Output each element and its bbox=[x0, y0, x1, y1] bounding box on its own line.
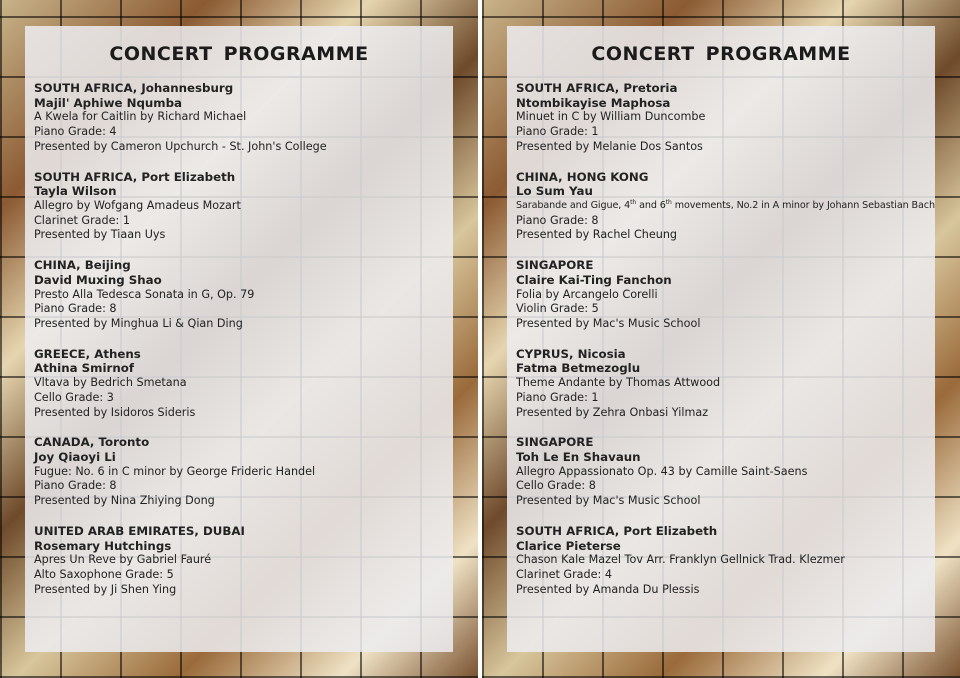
entry-grade: Piano Grade: 1 bbox=[516, 390, 599, 404]
entry-grade: Clarinet Grade: 1 bbox=[34, 213, 130, 227]
entry-performer: Tayla Wilson bbox=[34, 184, 117, 199]
entry-performer: Joy Qiaoyi Li bbox=[34, 450, 116, 465]
entry-piece: Presto Alla Tedesca Sonata in G, Op. 79 bbox=[34, 287, 255, 301]
programme-entry bbox=[516, 258, 927, 347]
programme-entry bbox=[516, 524, 927, 613]
entry-location: CYPRUS, Nicosia bbox=[516, 346, 626, 361]
entry-performer: Fatma Betmezoglu bbox=[516, 361, 641, 376]
entry-grade: Piano Grade: 8 bbox=[34, 302, 117, 316]
entry-grade: Piano Grade: 1 bbox=[516, 125, 599, 139]
entry-performer: Athina Smirnof bbox=[34, 361, 134, 376]
programme-entry bbox=[34, 81, 445, 170]
entry-presenter: Presented by Zehra Onbasi Yilmaz bbox=[516, 405, 709, 419]
entry-list bbox=[516, 81, 935, 613]
entry-performer: Majil' Aphiwe Nqumba bbox=[34, 95, 182, 110]
entry-location: SOUTH AFRICA, Pretoria bbox=[516, 81, 678, 95]
programme-page-left bbox=[0, 0, 478, 678]
entry-location: SINGAPORE bbox=[516, 435, 594, 450]
entry-piece: Minuet in C by William Duncombe bbox=[516, 110, 706, 124]
programme-entry bbox=[516, 81, 927, 170]
entry-location: SOUTH AFRICA, Port Elizabeth bbox=[34, 169, 236, 184]
entry-performer: Toh Le En Shavaun bbox=[516, 450, 641, 465]
programme-page-right bbox=[482, 0, 960, 678]
entry-grade: Alto Saxophone Grade: 5 bbox=[34, 568, 174, 582]
entry-piece: Allegro by Wofgang Amadeus Mozart bbox=[34, 199, 241, 212]
entry-performer: Claire Kai-Ting Fanchon bbox=[516, 272, 672, 287]
entry-presenter: Presented by Ji Shen Ying bbox=[34, 582, 177, 596]
entry-grade: Piano Grade: 4 bbox=[34, 125, 117, 139]
entry-location: SOUTH AFRICA, Port Elizabeth bbox=[516, 523, 718, 538]
entry-presenter: Presented by Cameron Upchurch - St. John's College bbox=[34, 139, 327, 153]
entry-piece: Folia by Arcangelo Corelli bbox=[516, 287, 658, 301]
entry-performer: Lo Sum Yau bbox=[516, 184, 593, 199]
ordinal-suffix: th bbox=[665, 198, 672, 206]
entry-presenter: Presented by Mac's Music School bbox=[516, 317, 701, 330]
entry-presenter: Presented by Nina Zhiying Dong bbox=[34, 494, 215, 508]
entry-location: SOUTH AFRICA, Johannesburg bbox=[34, 81, 234, 95]
entry-performer: Ntombikayise Maphosa bbox=[516, 95, 671, 110]
entry-grade: Cello Grade: 8 bbox=[516, 479, 596, 493]
ordinal-suffix: th bbox=[630, 198, 637, 206]
entry-location: GREECE, Athens bbox=[34, 346, 141, 361]
programme-title: CONCERT PROGRAMME bbox=[109, 43, 369, 65]
entry-location: CHINA, HONG KONG bbox=[516, 169, 649, 184]
entry-location: CANADA, Toronto bbox=[34, 435, 150, 450]
entry-grade: Cello Grade: 3 bbox=[34, 390, 114, 404]
entry-presenter: Presented by Amanda Du Plessis bbox=[516, 582, 700, 596]
entry-grade: Violin Grade: 5 bbox=[516, 302, 599, 316]
programme-entry bbox=[34, 524, 445, 613]
entry-performer: Clarice Pieterse bbox=[516, 538, 621, 553]
programme-entry bbox=[34, 435, 445, 524]
entry-grade: Piano Grade: 8 bbox=[516, 213, 599, 227]
piece-text: movements, No.2 in A minor by Johann Sebastian Bach bbox=[671, 200, 935, 211]
entry-location: UNITED ARAB EMIRATES, DUBAI bbox=[34, 523, 245, 538]
entry-piece: Allegro Appassionato Op. 43 by Camille Saint-Saens bbox=[516, 464, 808, 478]
entry-grade: Clarinet Grade: 4 bbox=[516, 568, 612, 582]
entry-location: CHINA, Beijing bbox=[34, 258, 131, 273]
entry-piece: Chason Kale Mazel Tov Arr. Franklyn Gellnick Trad. Klezmer bbox=[516, 553, 845, 567]
piece-text: and 6 bbox=[636, 200, 666, 211]
programme-entry bbox=[516, 169, 935, 259]
programme-entry bbox=[34, 347, 445, 436]
entry-location: SINGAPORE bbox=[516, 258, 594, 273]
entry-presenter: Presented by Melanie Dos Santos bbox=[516, 139, 703, 153]
entry-presenter: Presented by Isidoros Sideris bbox=[34, 405, 196, 419]
programme-entry bbox=[34, 170, 445, 259]
entry-piece: Vltava by Bedrich Smetana bbox=[34, 376, 187, 390]
programme-panel bbox=[25, 26, 453, 652]
programme-entry bbox=[516, 435, 927, 524]
entry-presenter: Presented by Mac's Music School bbox=[516, 494, 701, 508]
entry-piece: Fugue: No. 6 in C minor by George Frideric Handel bbox=[34, 464, 316, 478]
programme-title: CONCERT PROGRAMME bbox=[591, 43, 851, 65]
entry-presenter: Presented by Minghua Li & Qian Ding bbox=[34, 317, 243, 330]
entry-piece: Theme Andante by Thomas Attwood bbox=[516, 376, 721, 390]
programme-panel bbox=[507, 26, 935, 652]
entry-grade: Piano Grade: 8 bbox=[34, 479, 117, 493]
entry-piece: A Kwela for Caitlin by Richard Michael bbox=[34, 110, 247, 124]
entry-piece: Apres Un Reve by Gabriel Fauré bbox=[34, 553, 212, 567]
entry-performer: Rosemary Hutchings bbox=[34, 538, 172, 553]
programme-entry bbox=[34, 258, 445, 347]
entry-list bbox=[34, 81, 445, 613]
piece-text: Sarabande and Gigue, 4 bbox=[516, 200, 631, 211]
entry-presenter: Presented by Tiaan Uys bbox=[34, 228, 166, 242]
programme-entry bbox=[516, 347, 927, 436]
entry-piece bbox=[516, 198, 935, 214]
entry-presenter: Presented by Rachel Cheung bbox=[516, 228, 678, 242]
entry-performer: David Muxing Shao bbox=[34, 272, 162, 287]
